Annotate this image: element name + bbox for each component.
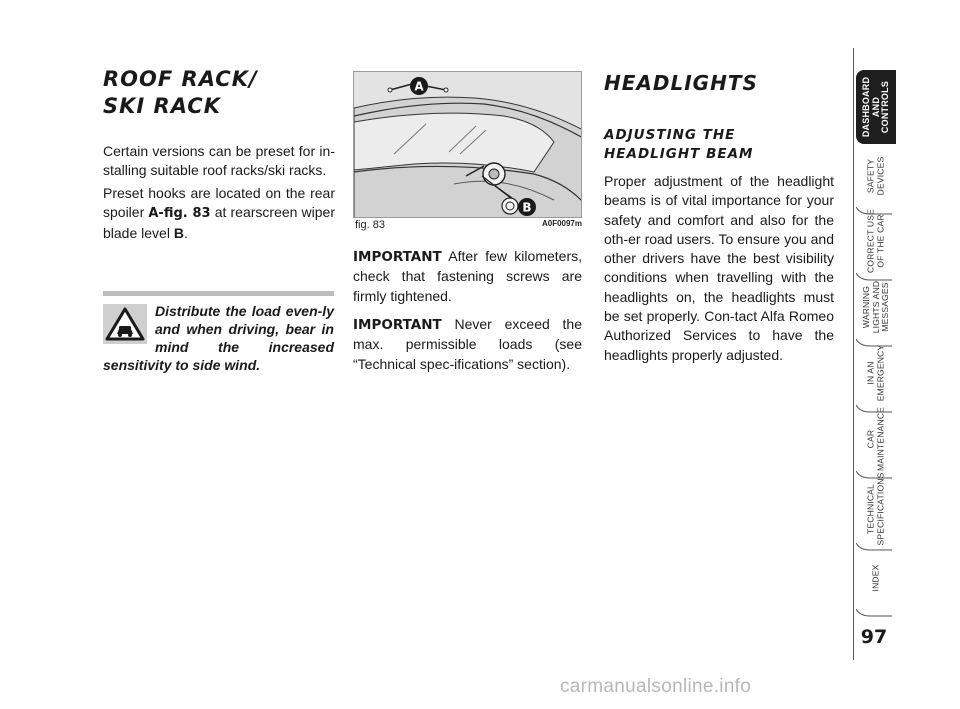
tab-correct-use[interactable] [856, 209, 896, 273]
warning-divider-bar [103, 291, 334, 296]
tab-label: DASHBOARD AND CONTROLS [860, 76, 890, 138]
sidebar-divider [853, 48, 854, 660]
important-fastening-paragraph [353, 247, 582, 306]
roof-rack-intro-paragraph: Certain versions can be preset for in-stalling suitable roof racks/ski racks. [103, 143, 335, 179]
side-wind-warning-text: Distribute the load even-ly and when driving, bear in mind the increased sensitivity to side wind. [103, 303, 334, 373]
headlight-adjustment-paragraph: Proper adjustment of the headlight beams is of vital importance for your safety and comfort and also for the oth-er road users. To ensure you and other drivers have the best visibility conditions when travelling with the headlights on, the headlights must be set properly. Con-tact Alfa Romeo Authorized Services to have the headlights properly adjusted. [604, 173, 834, 363]
figure-caption: fig. 83 [355, 219, 385, 231]
adjusting-beam-subheading [604, 126, 834, 164]
subheading-line2: HEADLIGHT BEAM [604, 146, 754, 162]
watermark: carmanualsonline.info [560, 676, 752, 697]
tab-separator [856, 206, 892, 216]
tab-label: CAR MAINTENANCE [865, 406, 885, 472]
important-text-1: After few kilometers, check that fastening screws are firmly tightened. [353, 248, 582, 304]
tab-warning-lights[interactable] [856, 275, 896, 339]
tab-label: WARNING LIGHTS AND MESSAGES [860, 280, 890, 334]
tab-car-maintenance[interactable] [856, 407, 896, 471]
hooks-text-b: at rearscreen wiper blade level [103, 204, 336, 241]
important-label-1: IMPORTANT [353, 249, 442, 265]
figure-code: A0F0097m [541, 219, 582, 228]
tab-index[interactable] [856, 546, 896, 610]
roof-rack-heading [103, 66, 333, 120]
roof-rack-heading-line1: ROOF RACK/ [103, 67, 258, 91]
important-loads-paragraph [353, 315, 582, 374]
tab-in-an-emergency[interactable] [856, 341, 896, 405]
tab-separator [856, 272, 892, 282]
hooks-text-a: Preset hooks are located on the rear spoiler [103, 185, 335, 221]
hooks-text-c: . [183, 224, 188, 241]
tab-separator [856, 404, 892, 414]
tab-dashboard-and-controls[interactable] [856, 70, 896, 144]
fig-reference-b: B [173, 224, 184, 241]
roof-rack-figure [353, 71, 582, 218]
headlights-heading: HEADLIGHTS [604, 71, 758, 95]
tab-label: CORRECT USE OF THE CAR [865, 209, 885, 273]
figure-label-a: A [414, 79, 424, 94]
roof-rack-hooks-paragraph [103, 184, 335, 243]
tab-separator [856, 542, 892, 552]
important-text-2: Never exceed the max. permissible loads (see “Technical spec-ifications” section). [353, 316, 582, 372]
figure-label-b: B [522, 200, 532, 215]
tab-safety-devices[interactable] [856, 144, 896, 208]
tab-separator [856, 470, 892, 480]
fig-reference-a: A-fig. 83 [148, 206, 211, 222]
car-rear-illustration [354, 72, 582, 218]
tab-separator [856, 608, 892, 618]
roof-rack-heading-line2: SKI RACK [103, 94, 221, 118]
important-label-2: IMPORTANT [353, 317, 442, 333]
tab-label: INDEX [870, 564, 881, 592]
page-number: 97 [860, 626, 888, 648]
tab-label: TECHNICAL SPECIFICATIONS [865, 472, 885, 546]
tab-technical-specifications[interactable] [856, 474, 896, 544]
subheading-line1: ADJUSTING THE [604, 127, 736, 143]
tab-label: IN AN EMERGENCY [865, 344, 885, 402]
tab-separator [856, 338, 892, 348]
tab-label: SAFETY DEVICES [865, 156, 885, 196]
